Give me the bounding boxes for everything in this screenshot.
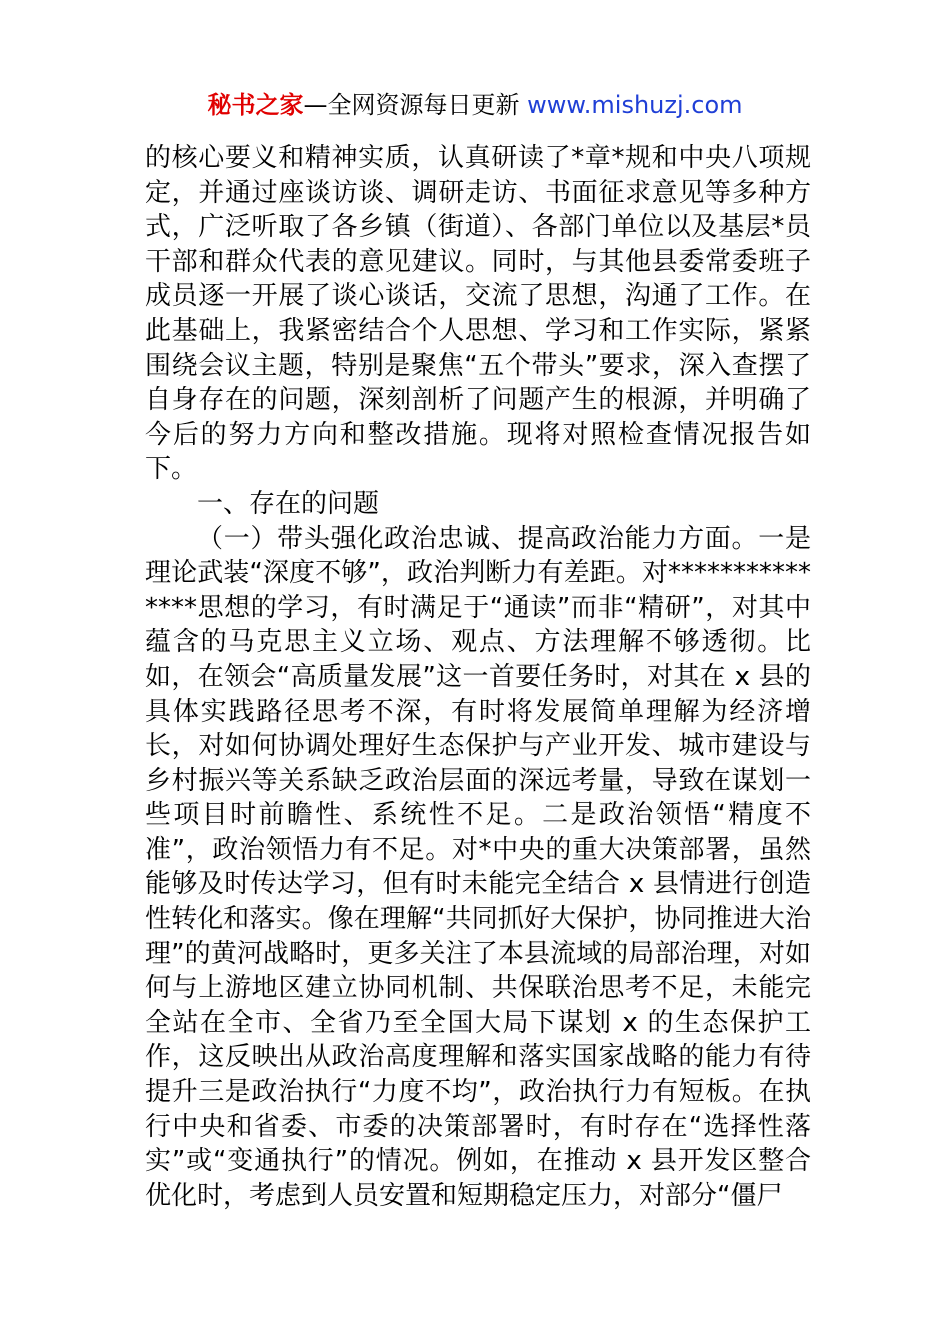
site-url-link[interactable]: www.mishuzj.com	[527, 91, 743, 119]
page-header	[0, 88, 950, 122]
body-paragraph: 的核心要义和精神实质，认真研读了*章*规和中央八项规定，并通过座谈访谈、调研走访、书面征求意见等多种方式，广泛听取了各乡镇（街道）、各部门单位以及基层*员干部和群众代表的意见建议。同时，与其他县委常委班子成员逐一开展了谈心谈话，交流了思想，沟通了工作。在此基础上，我紧密结合个人思想、学习和工作实际，紧紧围绕会议主题，特别是聚焦“五个带头”要求，深入查摆了自身存在的问题，深刻剖析了问题产生的根源，并明确了今后的努力方向和整改措施。现将对照检查情况报告如下。	[145, 143, 811, 485]
brand-name: 秘书之家	[207, 91, 304, 119]
header-tagline: —全网资源每日更新	[303, 91, 528, 119]
section-heading: 一、存在的问题	[197, 488, 380, 519]
document-body	[145, 141, 811, 1213]
body-paragraph: （一）带头强化政治忠诚、提高政治能力方面。一是理论武装“深度不够”，政治判断力有差距。对***************思想的学习，有时满足于“通读”而非“精研”，对其中蕴含的马克思主义立场、观点、方法理解不够透彻。比如，在领会“高质量发展”这一首要任务时，对其在 x 县的具体实践路径思考不深，有时将发展简单理解为经济增长，对如何协调处理好生态保护与产业开发、城市建设与乡村振兴等关系缺乏政治层面的深远考量，导致在谋划一些项目时前瞻性、系统性不足。二是政治领悟“精度不准”，政治领悟力有不足。对*中央的重大决策部署，虽然能够及时传达学习，但有时未能完全结合 x 县情进行创造性转化和落实。像在理解“共同抓好大保护，协同推进大治理”的黄河战略时，更多关注了本县流域的局部治理，对如何与上游地区建立协同机制、共保联治思考不足，未能完全站在全市、全省乃至全国大局下谋划 x 的生态保护工作，这反映出从政治高度理解和落实国家战略的能力有待提升三是政治执行“力度不均”，政治执行力有短板。在执行中央和省委、市委的决策部署时，有时存在“选择性落实”或“变通执行”的情况。例如，在推动 x 县开发区整合优化时，考虑到人员安置和短期稳定压力，对部分“僵尸	[145, 523, 811, 1211]
